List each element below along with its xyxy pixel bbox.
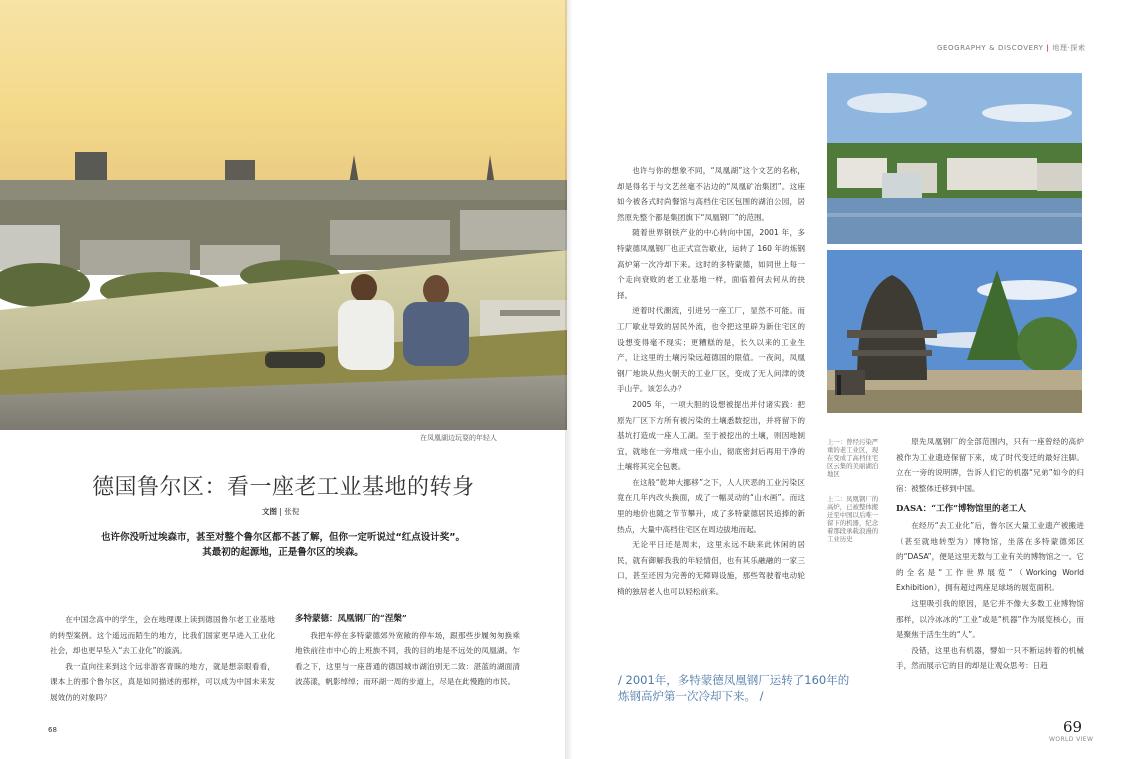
- hero-photo: [0, 0, 567, 430]
- page-number-right: 69: [1063, 718, 1083, 736]
- pull-quote-text: 2001年，多特蒙德凤凰钢厂运转了160年的炼钢高炉第一次冷却下来。: [618, 673, 850, 703]
- body-paragraph: 随着世界钢铁产业的中心转向中国，2001 年，多特蒙德凤凰钢厂也正式宣告歇业，运转了 160 年的炼钢高炉第一次冷却下来。这时的多特蒙德，如同世上每一个走向衰败的老工业基地一样，面临着何去何从的抉择。: [617, 228, 805, 300]
- magazine-name: WORLD VIEW: [1049, 736, 1094, 743]
- body-paragraph: 在经历“去工业化”后，鲁尔区大量工业遗产被搬进（甚至就地转型为）博物馆，坐落在多特蒙德郊区的“DASA”，便是这里无数与工业有关的博物馆之一。它的全名是“工作世界展览”（Working World Exhibition），拥有超过两座足球场的展览面积。: [896, 520, 1084, 593]
- photo-caption-2: 上二：凤凰钢厂的高炉，已被整体搬迁至中国以后唯一留下的机器，纪念着那段承载浪漫的工业历史: [827, 495, 879, 543]
- section-subhead: 多特蒙德：凤凰钢厂的“涅槃”: [295, 614, 407, 624]
- page-number-left: 68: [48, 726, 57, 734]
- body-paragraph: 在中国念高中的学生，会在地理课上读到德国鲁尔老工业基地的转型案例。这个遥远而陌生的地方，比我们国家更早进入工业化社会，却也更早坠入“去工业化”的漩涡。: [50, 615, 275, 656]
- pull-quote: [618, 672, 856, 704]
- section-subhead: DASA：“工作”博物馆里的老工人: [896, 504, 1026, 515]
- body-paragraph: 我一直向往来到这个远非游客青睐的地方，就是想亲眼看看，课本上的那个鲁尔区，真是如同描述的那样，可以成为中国未来发展效仿的对象吗？: [50, 661, 275, 702]
- body-paragraph: 也许与你的想象不同，“凤凰湖”这个文艺的名称，却是得名于与文艺丝毫不沾边的“凤凰矿冶集团”。这座如今被各式时尚餐馆与高档住宅区包围的湖泊公园，居然原先整个都是集团旗下“凤凰钢厂”的范围。: [617, 166, 805, 222]
- lead-line-2: 其最初的起源地，正是鲁尔区的埃森。: [202, 547, 364, 558]
- header-chinese: 地理·探索: [1052, 44, 1086, 52]
- header-english: GEOGRAPHY & DISCOVERY: [937, 44, 1044, 52]
- body-paragraph: 无论平日还是周末，这里永远不缺来此休闲的居民，就有御解我我的年轻情侣，也有其乐融融的一家三口，甚至还因为完善的无障碍设施，那些驾驶着电动轮椅的独居老人也可以轻松前来。: [617, 540, 805, 597]
- photo-lake-residences: [827, 73, 1082, 244]
- photo-caption-1: 上一：曾经污染严重的老工业区，现在变成了高档住宅区云集的美丽湖泊地区: [827, 438, 879, 478]
- body-paragraph: 2005 年，一项大胆的设想被提出并付诸实践：把原先厂区下方所有被污染的土壤悉数挖出，并将留下的基坑打造成一座人工湖。至于被挖出的土壤，则因地制宜，就地在一旁堆成一座小山，彻底密封后再用干净的土壤将其完全包裹。: [617, 399, 805, 472]
- lead-paragraph: [78, 530, 488, 560]
- running-header: [937, 43, 1086, 53]
- body-paragraph: 这里吸引我的原因，是它并不像大多数工业博物馆那样，以冷冰冰的“工业”或是“机器”作为展览核心，而是聚焦于活生生的“人”。: [896, 598, 1084, 640]
- body-paragraph: 在这般“乾坤大挪移”之下，人人厌恶的工业污染区竟在几年内改头换面，成了一幅灵动的“山水画”。而这里的地价也随之节节攀升，成了多特蒙德居民追捧的新热点，大量中高档住宅区在周边拔地而起。: [617, 477, 805, 534]
- byline-author: 张倪: [284, 507, 300, 516]
- article-title: 德国鲁尔区：看一座老工业基地的转身: [92, 475, 475, 500]
- hero-caption: 在凤凰湖边玩耍的年轻人: [420, 434, 497, 442]
- body-paragraph: 没错，这里也有机器，譬如一只不断运转着的机械手，然而展示它的目的却是让观众思考：日趋: [896, 645, 1084, 671]
- body-paragraph: 原先凤凰钢厂的全部范围内，只有一座曾经的高炉被作为工业遗迹保留下来，成了时代变迁的最好注脚。立在一旁的说明牌，告诉人们它的机器“兄弟”如今的归宿：被整体迁移到中国。: [896, 437, 1084, 493]
- hero-photo-lake-sunset: [0, 0, 567, 430]
- pull-quote-slash: /: [756, 689, 764, 703]
- body-paragraph: 逆着时代潮流，引进另一座工厂，显然不可能。而工厂歇业导致的居民外流，也令把这里辟为新住宅区的设想变得毫不现实；更糟糕的是，长久以来的工业生产，让这里的土壤污染远超德国的限值。一夜间，凤凰钢厂地块从热火朝天的工业厂区，变成了无人问津的烫手山芋。该怎么办？: [617, 306, 805, 394]
- byline: 文图 | 张倪: [262, 507, 300, 516]
- body-column-4: [896, 434, 1084, 674]
- body-paragraph: 我把车停在多特蒙德郊外宽敞的停车场，跟那些步履匆匆换乘地铁前往市中心的上班族不同，我的目的地是不远处的凤凰湖。乍看之下，这里与一座普通的德国城市湖泊别无二致：湛蓝的湖面清波荡漾，帆影绰绰；而环湖一周的步道上，尽是在此慢跑的市民。: [295, 630, 520, 687]
- header-divider: |: [1046, 44, 1050, 52]
- photo-blast-furnace-image: [827, 250, 1082, 413]
- page-fold-shadow: [565, 0, 573, 759]
- lead-line-1: 也许你没听过埃森市，甚至对整个鲁尔区都不甚了解，但你一定听说过“红点设计奖”。: [101, 532, 465, 543]
- photo-blast-furnace: [827, 250, 1082, 413]
- body-column-3: [617, 163, 805, 600]
- photo-lake-residences-image: [827, 73, 1082, 244]
- byline-label: 文图: [262, 507, 277, 516]
- body-column-1: [50, 612, 275, 706]
- pull-quote-slash: /: [618, 673, 626, 687]
- body-column-2: [295, 612, 520, 690]
